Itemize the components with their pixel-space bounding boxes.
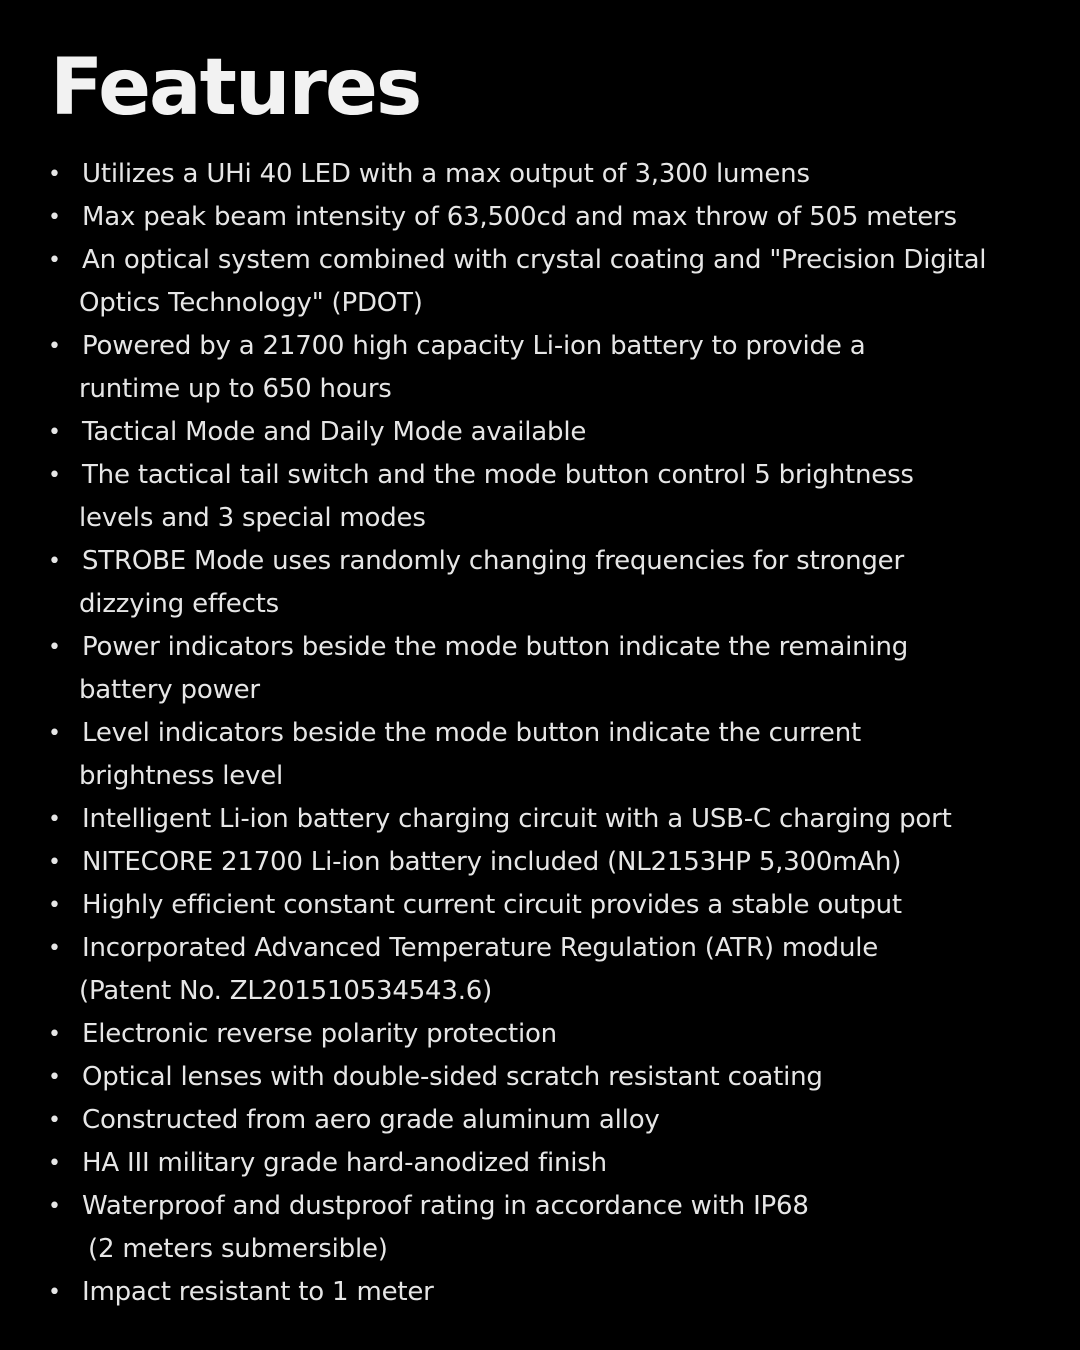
bullet-icon: • [48, 162, 61, 187]
bullet-icon: • [48, 463, 61, 488]
bullet-icon: • [48, 936, 61, 961]
bullet-icon: • [48, 205, 61, 230]
feature-text: NITECORE 21700 Li-ion battery included (NL2153HP 5,300mAh) [82, 847, 902, 877]
feature-text: brightness level [79, 761, 284, 791]
bullet-icon: • [48, 1108, 61, 1133]
feature-text: runtime up to 650 hours [79, 374, 392, 404]
list-item [0, 884, 1080, 927]
feature-text: Optical lenses with double-sided scratch resistant coating [82, 1062, 823, 1092]
feature-text: Tactical Mode and Daily Mode available [82, 417, 587, 447]
bullet-icon: • [48, 1280, 61, 1305]
feature-text: Optics Technology" (PDOT) [79, 288, 423, 318]
page-title: Features [50, 43, 421, 133]
list-item [0, 1185, 1080, 1271]
feature-text: Waterproof and dustproof rating in accordance with IP68 [82, 1191, 809, 1221]
feature-text: Utilizes a UHi 40 LED with a max output of 3,300 lumens [82, 159, 810, 189]
feature-text: The tactical tail switch and the mode button control 5 brightness [82, 460, 914, 490]
feature-text: Highly efficient constant current circuit provides a stable output [82, 890, 902, 920]
feature-text: An optical system combined with crystal coating and "Precision Digital [82, 245, 987, 275]
bullet-icon: • [48, 549, 61, 574]
list-item [0, 1271, 1080, 1314]
list-item [0, 798, 1080, 841]
bullet-icon: • [48, 1151, 61, 1176]
bullet-icon: • [48, 721, 61, 746]
list-item [0, 411, 1080, 454]
bullet-icon: • [48, 635, 61, 660]
feature-text: dizzying effects [79, 589, 280, 619]
bullet-icon: • [48, 1194, 61, 1219]
bullet-icon: • [48, 420, 61, 445]
list-item [0, 1099, 1080, 1142]
list-item [0, 927, 1080, 1013]
list-item [0, 239, 1080, 325]
feature-text: Constructed from aero grade aluminum alloy [82, 1105, 660, 1135]
feature-text: (Patent No. ZL201510534543.6) [79, 976, 493, 1006]
feature-text: Intelligent Li-ion battery charging circuit with a USB-C charging port [82, 804, 952, 834]
feature-text: Impact resistant to 1 meter [82, 1277, 434, 1307]
bullet-icon: • [48, 1022, 61, 1047]
list-item [0, 454, 1080, 540]
feature-text: HA III military grade hard-anodized finish [82, 1148, 607, 1178]
feature-text: battery power [79, 675, 260, 705]
list-item [0, 325, 1080, 411]
feature-text: Incorporated Advanced Temperature Regulation (ATR) module [82, 933, 879, 963]
feature-text: levels and 3 special modes [79, 503, 426, 533]
feature-list [0, 153, 1080, 1314]
bullet-icon: • [48, 850, 61, 875]
list-item [0, 841, 1080, 884]
list-item [0, 540, 1080, 626]
feature-text: Level indicators beside the mode button indicate the current [82, 718, 861, 748]
feature-text: Max peak beam intensity of 63,500cd and max throw of 505 meters [82, 202, 957, 232]
feature-text: STROBE Mode uses randomly changing frequencies for stronger [82, 546, 904, 576]
bullet-icon: • [48, 1065, 61, 1090]
feature-text: (2 meters submersible) [88, 1234, 388, 1264]
list-item [0, 1013, 1080, 1056]
bullet-icon: • [48, 248, 61, 273]
list-item [0, 712, 1080, 798]
list-item [0, 196, 1080, 239]
feature-text: Powered by a 21700 high capacity Li-ion battery to provide a [82, 331, 866, 361]
bullet-icon: • [48, 334, 61, 359]
feature-text: Power indicators beside the mode button indicate the remaining [82, 632, 909, 662]
list-item [0, 153, 1080, 196]
list-item [0, 1142, 1080, 1185]
list-item [0, 1056, 1080, 1099]
list-item [0, 626, 1080, 712]
bullet-icon: • [48, 807, 61, 832]
bullet-icon: • [48, 893, 61, 918]
feature-text: Electronic reverse polarity protection [82, 1019, 557, 1049]
